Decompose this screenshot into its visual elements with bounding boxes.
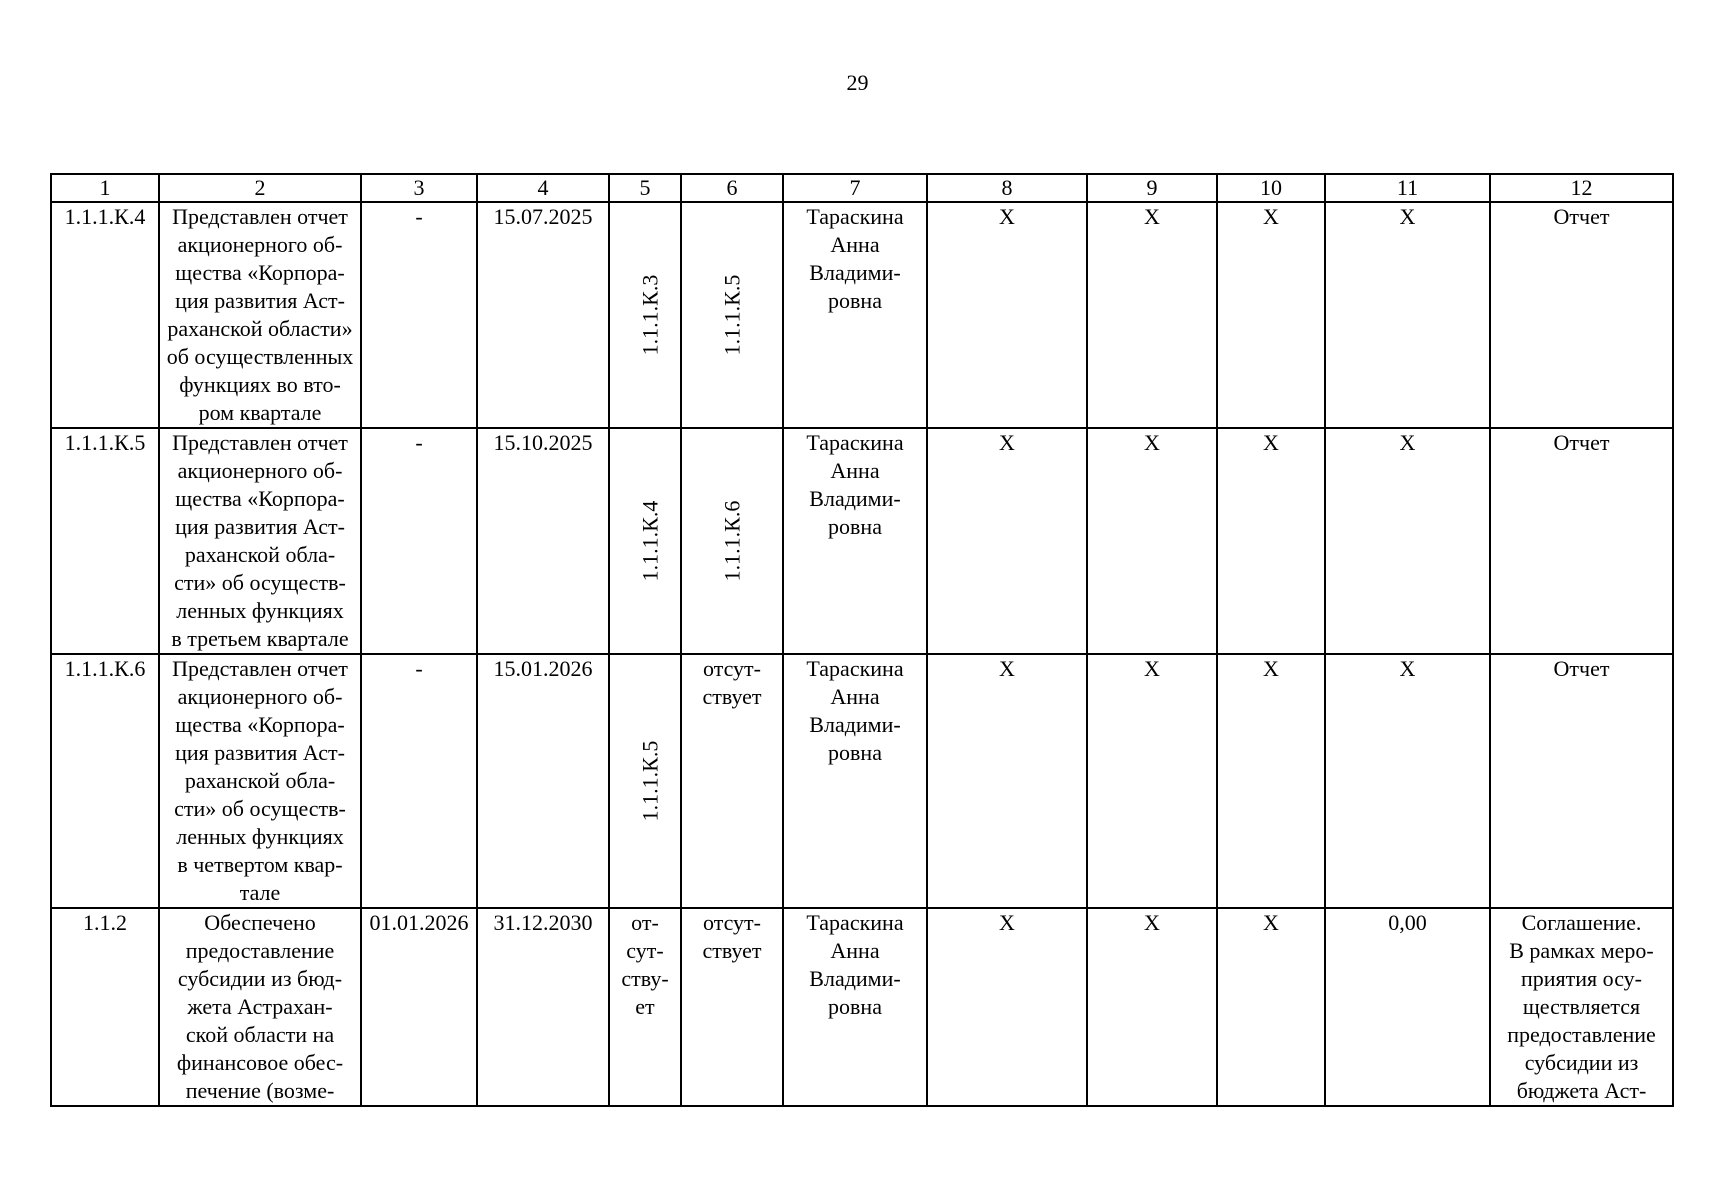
col10-cell: X [1217,428,1325,654]
responsible-cell: Тараскина Анна Владими- ровна [783,202,927,428]
responsible-cell: Тараскина Анна Владими- ровна [783,908,927,1106]
code-cell: 1.1.1.К.5 [51,428,159,654]
document-cell: Отчет [1490,428,1673,654]
successor-cell [681,202,783,428]
header-cell: 6 [681,174,783,202]
successor-cell: отсут- ствует [681,908,783,1106]
header-cell: 12 [1490,174,1673,202]
col9-cell: X [1087,428,1217,654]
col8-cell: X [927,428,1087,654]
results-table [50,173,1674,1107]
predecessor-text: 1.1.1.К.5 [637,740,663,822]
header-cell: 4 [477,174,609,202]
predecessor-text: 1.1.1.К.3 [637,274,663,356]
table-row [51,908,1673,1106]
col9-cell: X [1087,202,1217,428]
table-row [51,202,1673,428]
header-cell: 11 [1325,174,1490,202]
successor-text: 1.1.1.К.6 [719,500,744,582]
name-cell: Обеспечено предоставление субсидии из бюд- жета Астрахан- ской области на финансовое обес- печение (возме- [159,908,361,1106]
predecessor-cell [609,654,681,908]
end-date-cell: 15.07.2025 [477,202,609,428]
predecessor-text: 1.1.1.К.4 [637,500,663,582]
start-date-cell: 01.01.2026 [361,908,477,1106]
start-date-cell: - [361,428,477,654]
name-cell: Представлен отчет акционерного об- щества «Корпора- ция развития Аст- раханской области» об осуществленных функциях во вто- ром квартале [159,202,361,428]
header-cell: 7 [783,174,927,202]
col11-cell: 0,00 [1325,908,1490,1106]
col9-cell: X [1087,654,1217,908]
col10-cell: X [1217,654,1325,908]
document-cell: Соглашение. В рамках меро- приятия осу- ществляется предоставление субсидии из бюджета Аст- [1490,908,1673,1106]
header-cell: 8 [927,174,1087,202]
header-cell: 10 [1217,174,1325,202]
col8-cell: X [927,908,1087,1106]
code-cell: 1.1.2 [51,908,159,1106]
predecessor-cell [609,428,681,654]
document-cell: Отчет [1490,202,1673,428]
col11-cell: X [1325,654,1490,908]
header-cell: 1 [51,174,159,202]
start-date-cell: - [361,202,477,428]
col9-cell: X [1087,908,1217,1106]
responsible-cell: Тараскина Анна Владими- ровна [783,654,927,908]
header-cell: 3 [361,174,477,202]
document-cell: Отчет [1490,654,1673,908]
col8-cell: X [927,654,1087,908]
col10-cell: X [1217,202,1325,428]
predecessor-cell: от- сут- ству- ет [609,908,681,1106]
header-cell: 5 [609,174,681,202]
successor-cell: отсут- ствует [681,654,783,908]
header-cell: 2 [159,174,361,202]
table-row [51,654,1673,908]
name-cell: Представлен отчет акционерного об- щества «Корпора- ция развития Аст- раханской обла- сти» об осуществ- ленных функциях в третьем квартале [159,428,361,654]
col11-cell: X [1325,202,1490,428]
col11-cell: X [1325,428,1490,654]
predecessor-cell [609,202,681,428]
end-date-cell: 15.01.2026 [477,654,609,908]
successor-text: 1.1.1.К.5 [719,274,744,356]
code-cell: 1.1.1.К.6 [51,654,159,908]
code-cell: 1.1.1.К.4 [51,202,159,428]
header-cell: 9 [1087,174,1217,202]
header-row [51,174,1673,202]
start-date-cell: - [361,654,477,908]
successor-cell [681,428,783,654]
responsible-cell: Тараскина Анна Владими- ровна [783,428,927,654]
end-date-cell: 31.12.2030 [477,908,609,1106]
col8-cell: X [927,202,1087,428]
table-row [51,428,1673,654]
page-number: 29 [846,70,869,95]
name-cell: Представлен отчет акционерного об- щества «Корпора- ция развития Аст- раханской обла- сти» об осуществ- ленных функциях в четвертом квар- тале [159,654,361,908]
col10-cell: X [1217,908,1325,1106]
end-date-cell: 15.10.2025 [477,428,609,654]
